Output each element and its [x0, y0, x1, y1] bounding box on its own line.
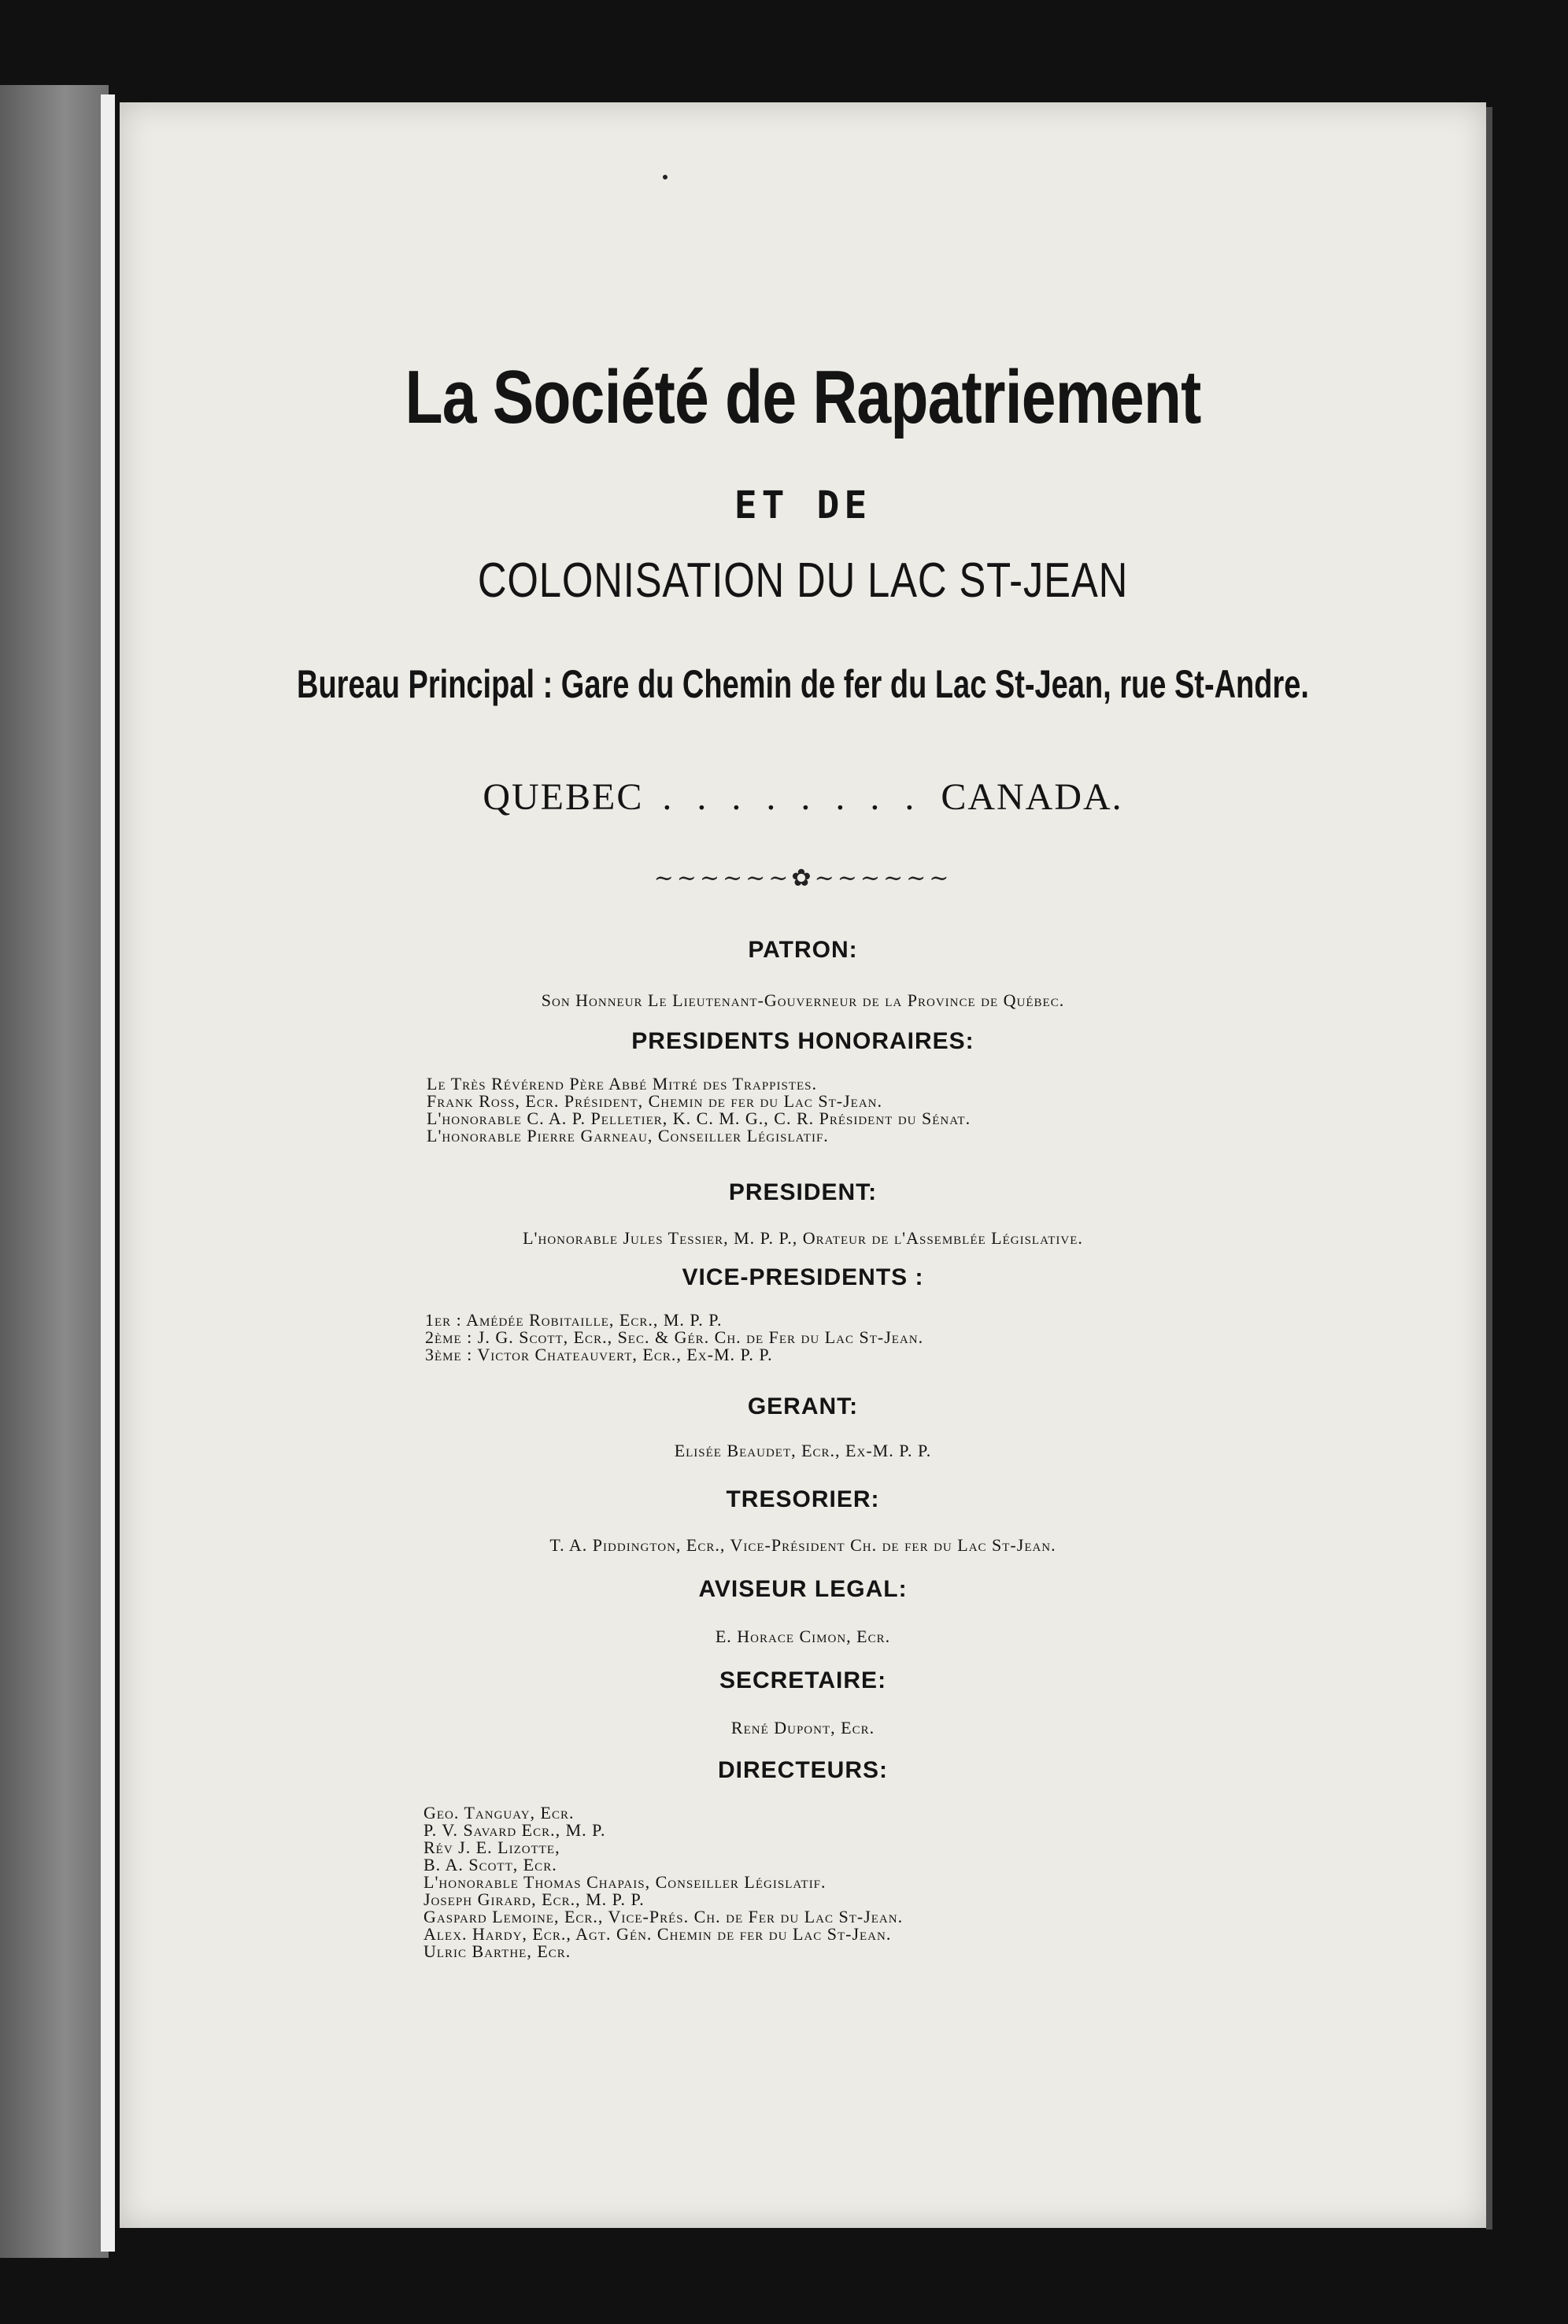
- page-shadow-edge: [1486, 107, 1492, 2230]
- list-item: Rév J. E. Lizotte,: [423, 1837, 560, 1857]
- vice-presidents-list: [425, 1312, 923, 1364]
- city-line: [120, 775, 1486, 819]
- secretaire-heading: SECRETAIRE:: [719, 1667, 887, 1693]
- speck: [663, 175, 668, 179]
- list-item: Frank Ross, Ecr. Président, Chemin de fer du Lac St-Jean.: [427, 1091, 883, 1111]
- list-item: Joseph Girard, Ecr., M. P. P.: [423, 1889, 645, 1909]
- list-item: 1er : Amédée Robitaille, Ecr., M. P. P.: [425, 1310, 723, 1330]
- list-item: Gaspard Lemoine, Ecr., Vice-Prés. Ch. de Fer du Lac St-Jean.: [423, 1907, 904, 1926]
- title-et-de: ET DE: [734, 483, 872, 527]
- city-left: QUEBEC: [483, 776, 644, 818]
- aviseur-legal-line: E. Horace Cimon, Ecr.: [715, 1626, 891, 1646]
- tresorier-line: T. A. Piddington, Ecr., Vice-Président Ch. de fer du Lac St-Jean.: [549, 1535, 1056, 1555]
- list-item: Alex. Hardy, Ecr., Agt. Gén. Chemin de fer du Lac St-Jean.: [423, 1924, 892, 1944]
- presidents-honoraires-list: [427, 1075, 971, 1145]
- presidents-honoraires-heading: PRESIDENTS HONORAIRES:: [631, 1028, 974, 1054]
- directeurs-heading: DIRECTEURS:: [717, 1757, 888, 1783]
- vice-presidents-heading: VICE-PRESIDENTS :: [682, 1264, 924, 1290]
- city-dots: . . . . . . . .: [662, 776, 923, 818]
- list-item: P. V. Savard Ecr., M. P.: [423, 1820, 606, 1840]
- page-title: La Société de Rapatriement: [405, 355, 1201, 439]
- tresorier-heading: TRESORIER:: [726, 1486, 880, 1512]
- list-item: B. A. Scott, Ecr.: [423, 1855, 557, 1874]
- list-item: L'honorable Thomas Chapais, Conseiller Législatif.: [423, 1872, 827, 1892]
- secretaire-line: René Dupont, Ecr.: [730, 1718, 875, 1737]
- subtitle: COLONISATION DU LAC ST-JEAN: [477, 553, 1129, 608]
- list-item: L'honorable Pierre Garneau, Conseiller Législatif.: [427, 1126, 829, 1145]
- list-item: Ulric Barthe, Ecr.: [423, 1941, 571, 1961]
- list-item: Le Très Révérend Père Abbé Mitré des Trappistes.: [427, 1074, 818, 1094]
- list-item: 2ème : J. G. Scott, Ecr., Sec. & Gér. Ch. de Fer du Lac St-Jean.: [425, 1327, 924, 1347]
- directeurs-list: [423, 1804, 903, 1960]
- list-item: Geo. Tanguay, Ecr.: [423, 1803, 575, 1823]
- president-heading: PRESIDENT:: [728, 1179, 878, 1205]
- president-line: L'honorable Jules Tessier, M. P. P., Orateur de l'Assemblée Législative.: [523, 1228, 1083, 1248]
- ornament-divider: ~~~~~~✿~~~~~~: [653, 864, 952, 892]
- list-item: L'honorable C. A. P. Pelletier, K. C. M. G., C. R. Président du Sénat.: [427, 1108, 971, 1128]
- bureau-address: Bureau Principal : Gare du Chemin de fer du Lac St-Jean, rue St-Andre.: [297, 662, 1309, 706]
- city-right: CANADA.: [941, 776, 1123, 818]
- list-item: 3ème : Victor Chateauvert, Ecr., Ex-M. P. P.: [425, 1345, 773, 1364]
- aviseur-legal-heading: AVISEUR LEGAL:: [698, 1576, 908, 1602]
- gerant-line: Elisée Beaudet, Ecr., Ex-M. P. P.: [674, 1441, 932, 1460]
- patron-line: Son Honneur Le Lieutenant-Gouverneur de la Province de Québec.: [541, 990, 1065, 1010]
- document-page: [120, 102, 1486, 2228]
- patron-heading: PATRON:: [748, 937, 858, 963]
- gerant-heading: GERANT:: [747, 1393, 859, 1419]
- adjacent-film-frame: [0, 85, 109, 2258]
- film-frame-edge: [101, 94, 115, 2252]
